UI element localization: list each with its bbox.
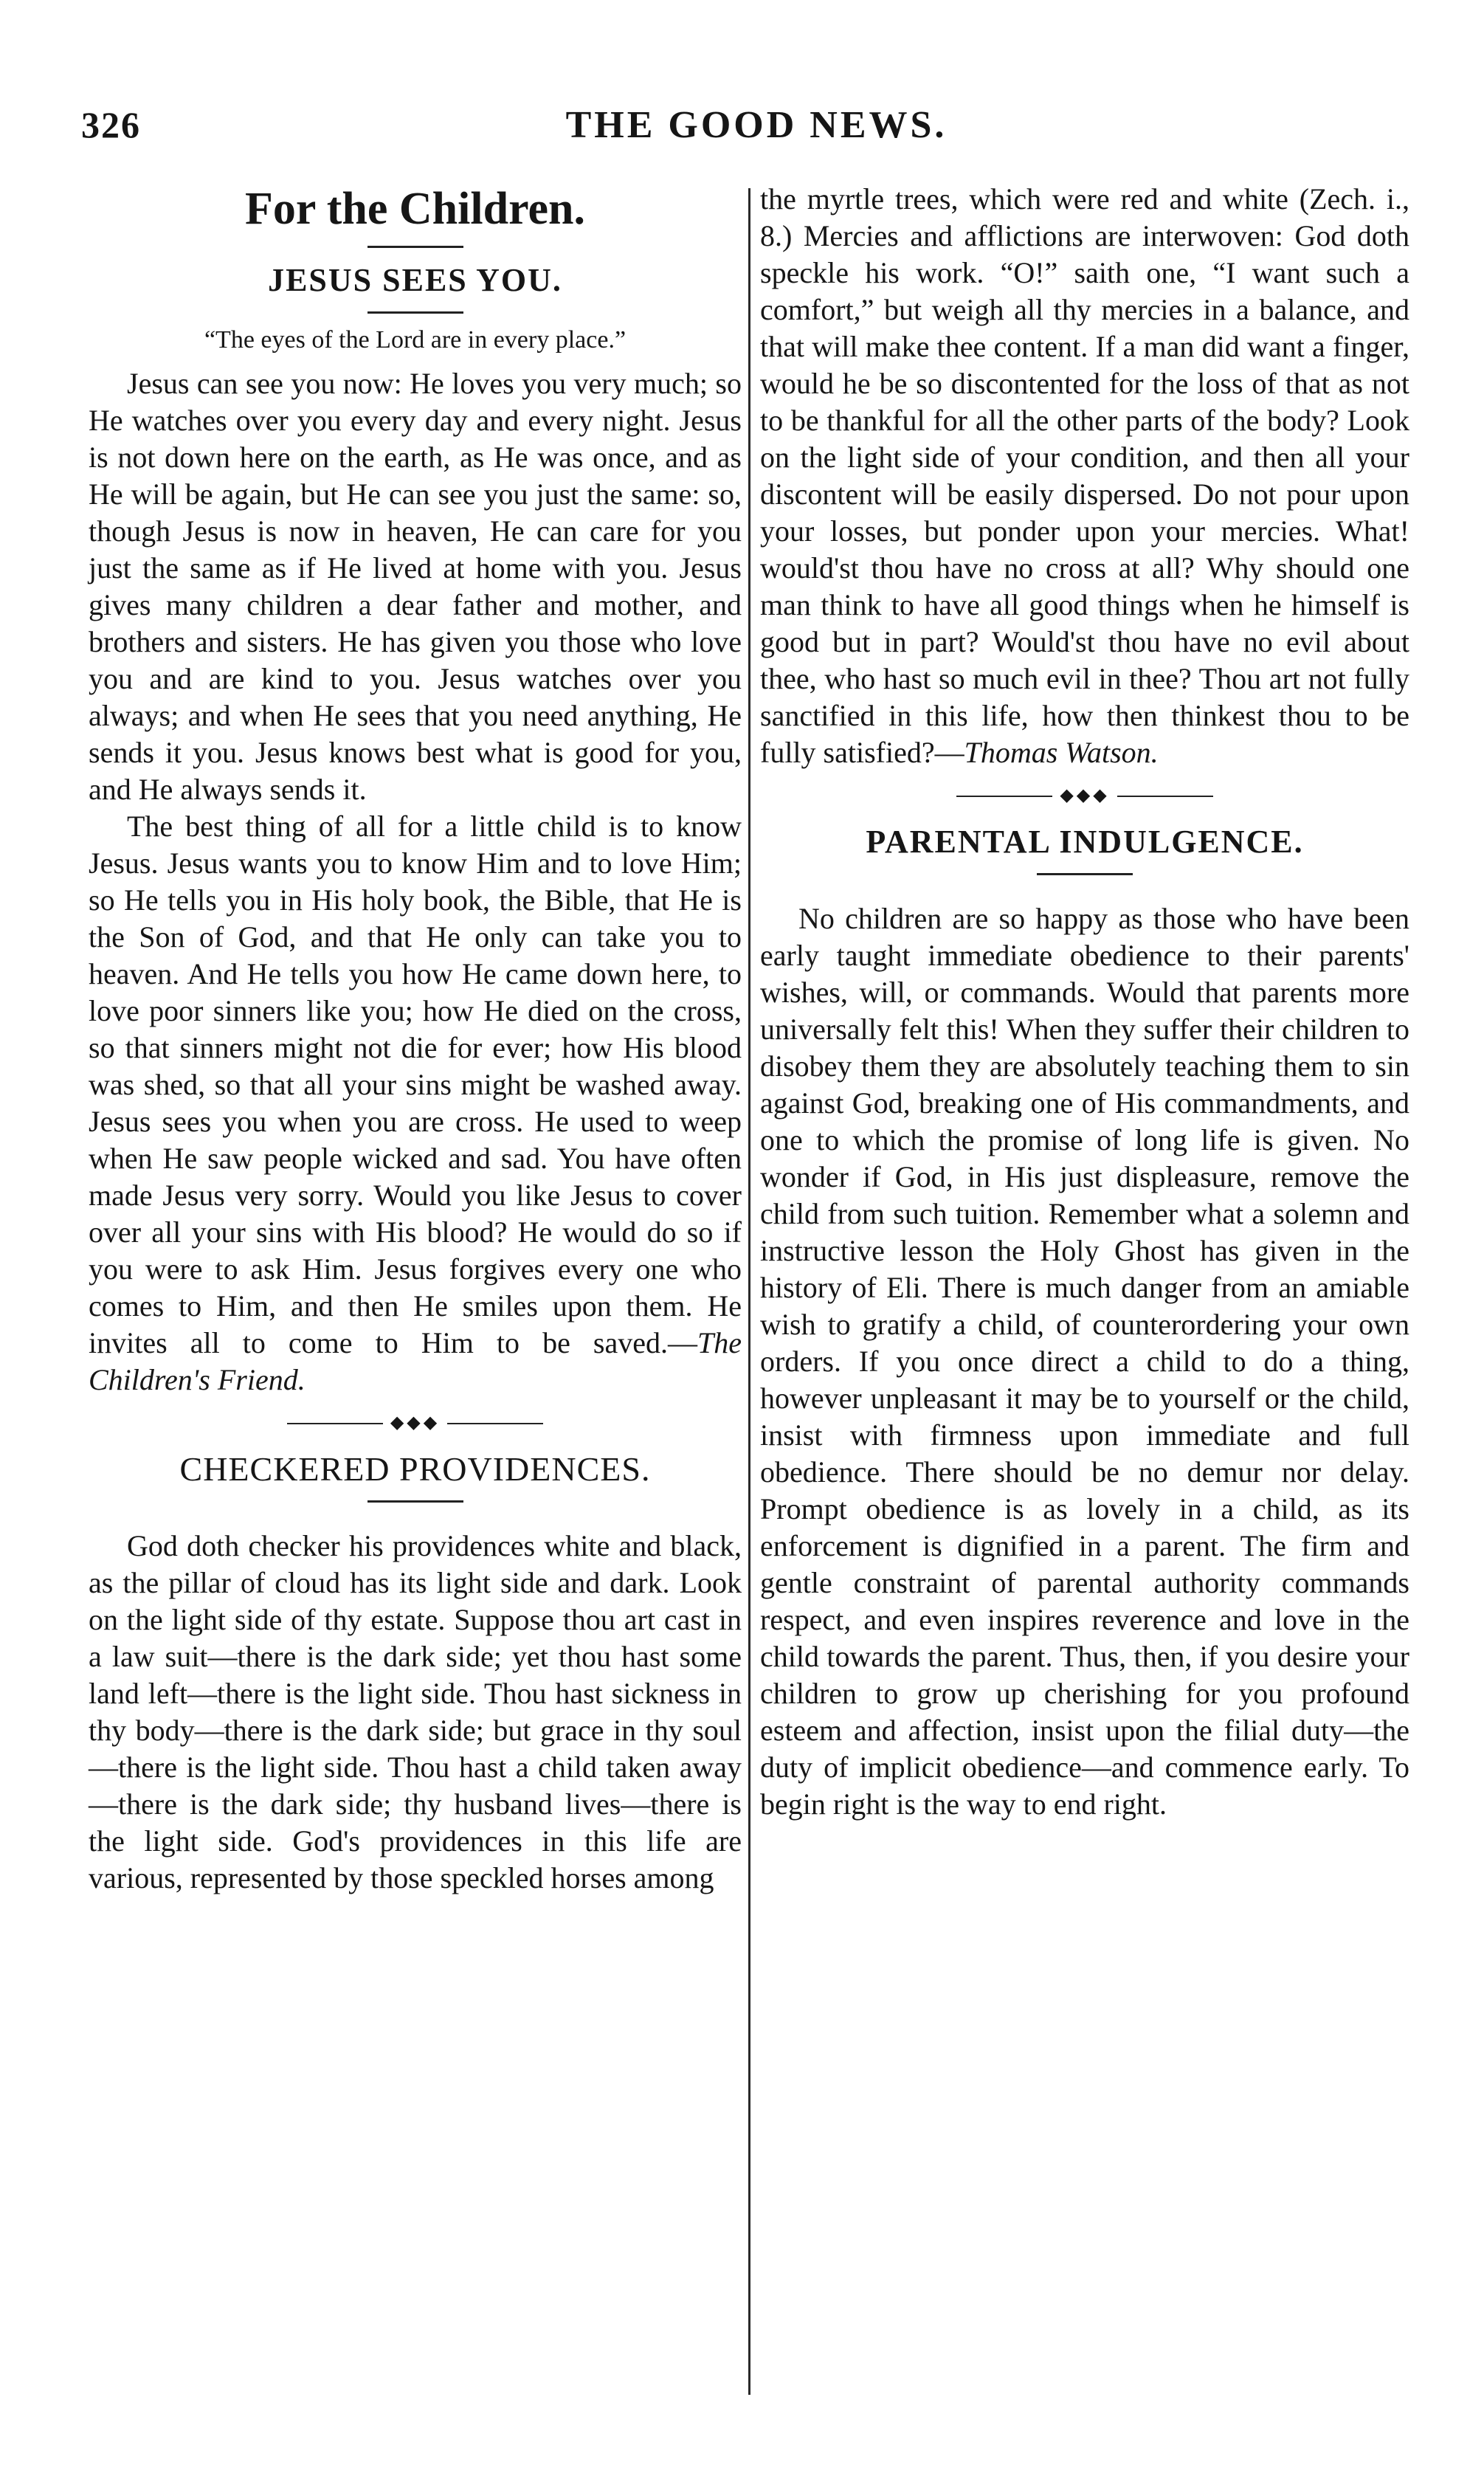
signature: Thomas Watson. bbox=[964, 736, 1159, 769]
article-paragraph: No children are so happy as those who have been early taught immediate obedience to their parents' wishes, will, or commands. Would that parents more universally felt this! When they suffer their children to disobey them they are absolutely teaching them to sin against God, breaking one of His commandments, and one to which the promise of long life is given. No wonder if God, in His just displeasure, remove the child from such tuition. Remember what a solemn and instructive lesson the Holy Ghost has given in the history of Eli. There is much danger from an amiable wish to gratify a child, of counterordering your own orders. If you once direct a child to do a thing, however unpleasant it may be to yourself or the child, insist with firmness upon immediate and full obedience. There should be no demur nor delay. Prompt obedience is as lovely in a child, as its enforcement is dignified in a parent. The firm and gentle constraint of parental authority commands respect, and even inspires reverence and love in the child towards the parent. Thus, then, if you desire your children to grow up cherishing for you profound esteem and affection, insist upon the filial duty—the duty of implicit obedience—and commence early. To begin right is the way to end right. bbox=[760, 902, 1409, 1821]
epigraph: “The eyes of the Lord are in every place.” bbox=[204, 326, 627, 354]
section-ornament: ◆◆◆ bbox=[89, 1412, 742, 1434]
page-header bbox=[81, 103, 1432, 170]
signature: The Children's Friend. bbox=[89, 1326, 742, 1396]
column-divider bbox=[748, 188, 750, 2395]
article-title-checkered-providences: CHECKERED PROVIDENCES. bbox=[179, 1450, 651, 1488]
article-title-parental-indulgence: PARENTAL INDULGENCE. bbox=[866, 824, 1304, 860]
right-column bbox=[760, 181, 1409, 1823]
article-paragraph-continued bbox=[760, 181, 1409, 771]
paragraph-text: the myrtle trees, which were red and white (Zech. i., 8.) Mercies and afflictions are interwoven: God doth speckle his work. “O!” saith one, “I want such a comfort,” but weigh all thy mercies in a balance, and that will make thee content. If a man did want a finger, would he be so discontented for the loss of that as not to be thankful for all the other parts of the body? Look on the light side of your condition, and then all your discontent will be easily dispersed. Do not pour upon your losses, but ponder upon your mercies. What! would'st thou have no cross at all? Why should one man think to have all good things when he himself is good but in part? Would'st thou have no evil about thee, who hast so much evil in thee? Thou art not fully sanctified in this life, how then thinkest thou to be fully satisfied?— bbox=[760, 182, 1409, 769]
section-title: For the Children. bbox=[244, 184, 585, 234]
title-rule bbox=[1037, 873, 1133, 875]
page-number: 326 bbox=[81, 104, 141, 145]
left-column bbox=[89, 181, 742, 1897]
title-rule bbox=[367, 246, 463, 248]
running-head: THE GOOD NEWS. bbox=[565, 104, 948, 146]
paragraph-text: The best thing of all for a little child is to know Jesus. Jesus wants you to know Him and to love Him; so He tells you in His holy book, the Bible, that He is the Son of God, and that He only can take you to heaven. And He tells you how He came down here, to love poor sinners like you; how He died on the cross, so that sinners might not die for ever; how His blood was shed, so that all your sins might be washed away. Jesus sees you when you are cross. He used to weep when He saw people wicked and sad. You have often made Jesus very sorry. Would you like Jesus to cover over all your sins with His blood? He would do so if you were to ask Him. Jesus forgives every one who comes to Him, and then He smiles upon them. He invites all to come to Him to be saved.— bbox=[89, 810, 742, 1359]
title-rule bbox=[367, 311, 463, 314]
article-paragraph: Jesus can see you now: He loves you very much; so He watches over you every day and every night. Jesus is not down here on the earth, as He was once, and as He will be again, but He can see you just the same: so, though Jesus is now in heaven, He can care for you just the same as if He lived at home with you. Jesus gives many children a dear father and mother, and brothers and sisters. He has given you those who love you and are kind to you. Jesus watches over you always; and when He sees that you need anything, He sends it you. Jesus knows best what is good for you, and He always sends it. bbox=[89, 367, 742, 806]
article-paragraph: God doth checker his providences white and black, as the pillar of cloud has its light side and dark. Look on the light side of thy estate. Suppose thou art cast in a law suit—there is the dark side; yet thou hast some land left—there is the light side. Thou hast sickness in thy body—there is the dark side; but grace in thy soul—there is the light side. Thou hast a child taken away—there is the dark side; thy husband lives—there is the light side. God's providences in this life are various, represented by those speckled horses among bbox=[89, 1529, 742, 1894]
title-rule bbox=[367, 1500, 463, 1503]
section-ornament: ◆◆◆ bbox=[760, 784, 1409, 807]
article-title-jesus-sees-you: JESUS SEES YOU. bbox=[268, 262, 562, 298]
article-paragraph bbox=[89, 808, 742, 1399]
